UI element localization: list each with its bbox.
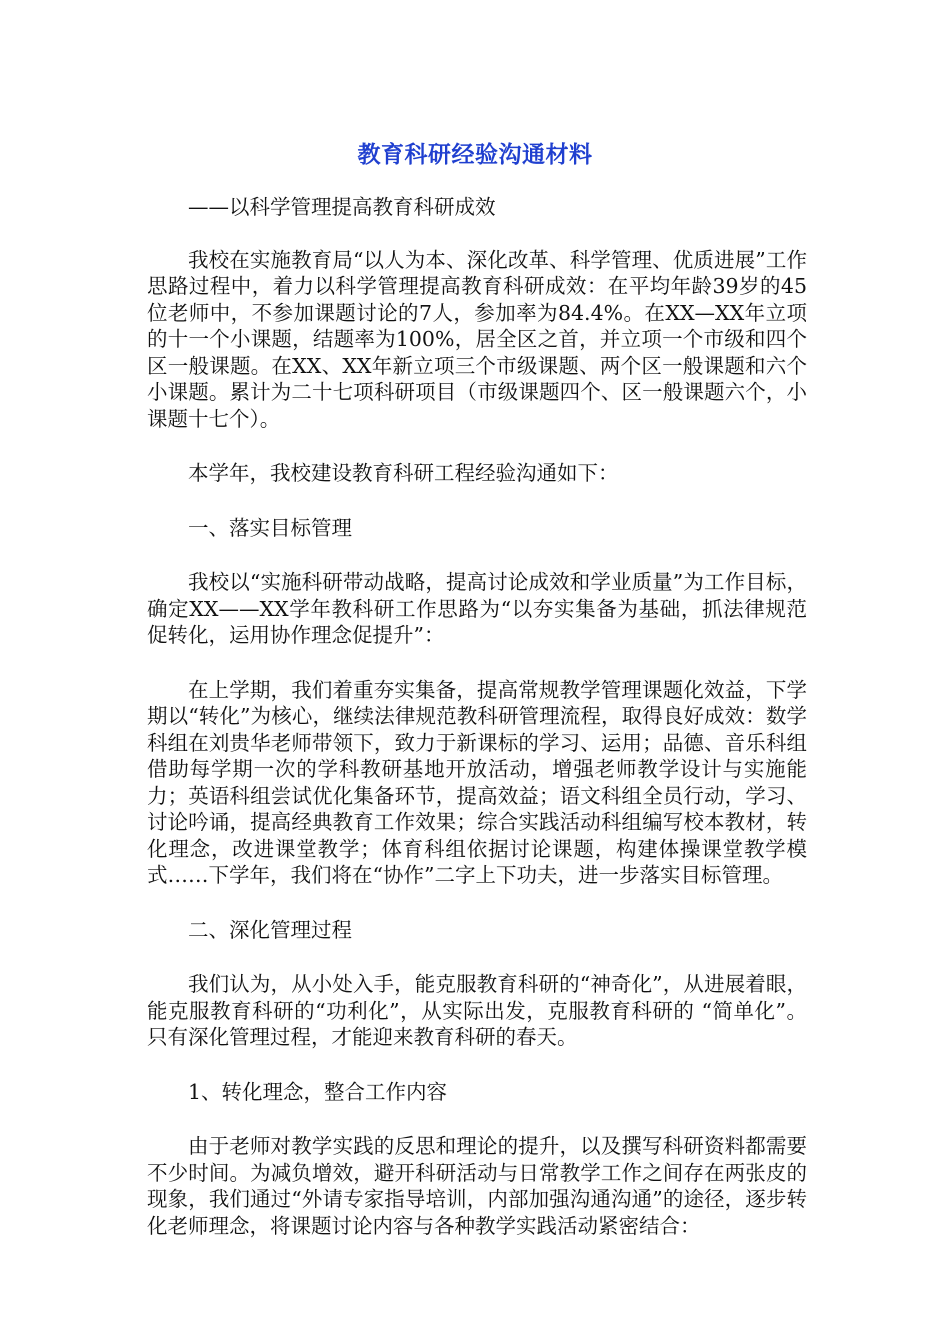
paragraph-concept: 由于老师对教学实践的反思和理论的提升，以及撰写科研资料都需要不少时间。为减负增效，避开科研活动与日常教学工作之间存在两张皮的现象，我们通过“外请专家指导培训，内部加强沟通沟通”的途径，逐步转化老师理念，将课题讨论内容与各种教学实践活动紧密结合： bbox=[147, 1134, 807, 1238]
subsection-heading-1: 1、转化理念，整合工作内容 bbox=[188, 1079, 448, 1104]
document-subtitle: ——以科学管理提高教育科研成效 bbox=[188, 195, 496, 219]
document-body bbox=[147, 194, 807, 1267]
document-title: 教育科研经验沟通材料 bbox=[357, 142, 593, 168]
section-heading-1: 一、落实目标管理 bbox=[188, 515, 352, 540]
paragraph-semester: 在上学期，我们着重夯实集备，提高常规教学管理课题化效益，下学期以“转化”为核心，继续法律规范教科研管理流程，取得良好成效：数学科组在刘贵华老师带领下，致力于新课标的学习、运用；品德、音乐科组借助每学期一次的学科教研基地开放活动，增强老师教学设计与实施能力；英语科组尝试优化集备环节，提高效益；语文科组全员行动，学习、讨论吟诵，提高经典教育工作效果；综合实践活动科组编写校本教材，转化理念，改进课堂教学；体育科组依据讨论课题，构建体操课堂教学模式……下学年，我们将在“协作”二字上下功夫，进一步落实目标管理。 bbox=[147, 677, 807, 887]
paragraph-process: 我们认为，从小处入手，能克服教育科研的“神奇化”，从进展着眼，能克服教育科研的“功利化”，从实际出发，克服教育科研的 “简单化”。只有深化管理过程，才能迎来教育科研的春天。 bbox=[147, 972, 807, 1049]
paragraph-intro: 我校在实施教育局“以人为本、深化改革、科学管理、优质进展”工作思路过程中，着力以科学管理提高教育科研成效：在平均年龄39岁的45位老师中，不参加课题讨论的7人，参加率为84.4%。在XX—XX年立项的十一个小课题，结题率为100%，居全区之首，并立项一个市级和四个区一般课题。在XX、XX年新立项三个市级课题、两个区一般课题和六个小课题。累计为二十七项科研项目（市级课题四个、区一般课题六个，小课题十七个）。 bbox=[147, 247, 807, 431]
paragraph-goal: 我校以“实施科研带动战略，提高讨论成效和学业质量”为工作目标，确定XX——XX学年教科研工作思路为“以夯实集备为基础，抓法律规范促转化，运用协作理念促提升”： bbox=[147, 570, 807, 647]
section-heading-2: 二、深化管理过程 bbox=[188, 917, 352, 942]
paragraph-summary: 本学年，我校建设教育科研工程经验沟通如下： bbox=[188, 461, 619, 485]
